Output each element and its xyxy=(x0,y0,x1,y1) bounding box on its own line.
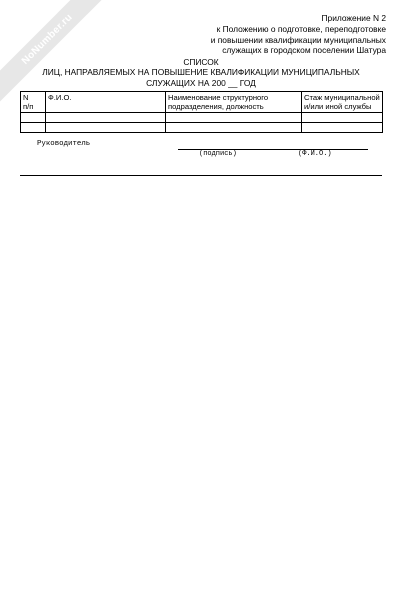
title-line-1: СПИСОК xyxy=(183,57,219,67)
appendix-line-3: и повышении квалификации муниципальных xyxy=(210,34,386,45)
document-title xyxy=(20,57,382,88)
header-cell-department: Наименование структурного подразделения, должность xyxy=(166,92,302,113)
title-line-2: ЛИЦ, НАПРАВЛЯЕМЫХ НА ПОВЫШЕНИЕ КВАЛИФИКАЦИИ МУНИЦИПАЛЬНЫХ xyxy=(42,67,360,78)
header-cell-name: Ф.И.О. xyxy=(46,92,166,113)
header-cell-number: N п/п xyxy=(21,92,46,113)
table-cell xyxy=(166,123,302,133)
bottom-divider xyxy=(20,175,382,176)
table-cell xyxy=(46,113,166,123)
table-cell xyxy=(46,123,166,133)
signer-label: Руководитель xyxy=(37,140,91,148)
table-cell xyxy=(21,123,46,133)
appendix-header xyxy=(166,13,386,56)
table-header-row xyxy=(21,92,383,113)
name-hint: (Ф.И.О.) xyxy=(298,150,332,158)
table-cell xyxy=(166,113,302,123)
signature-hint: (подпись) xyxy=(199,150,237,158)
table-cell xyxy=(21,113,46,123)
title-line-3: СЛУЖАЩИХ НА 200 __ ГОД xyxy=(146,77,256,88)
appendix-line-1: Приложение N 2 xyxy=(321,13,386,23)
table-cell xyxy=(302,113,383,123)
table-row xyxy=(21,113,383,123)
table-row xyxy=(21,123,383,133)
table-cell xyxy=(302,123,383,133)
appendix-line-2: к Положению о подготовке, переподготовке xyxy=(216,23,386,34)
appendix-line-4: служащих в городском поселении Шатура xyxy=(222,45,386,56)
persons-table xyxy=(20,91,383,133)
signature-block xyxy=(20,136,382,166)
header-cell-experience: Стаж муниципальной и/или иной службы xyxy=(302,92,383,113)
watermark-text: NoNumber.ru xyxy=(19,11,75,67)
